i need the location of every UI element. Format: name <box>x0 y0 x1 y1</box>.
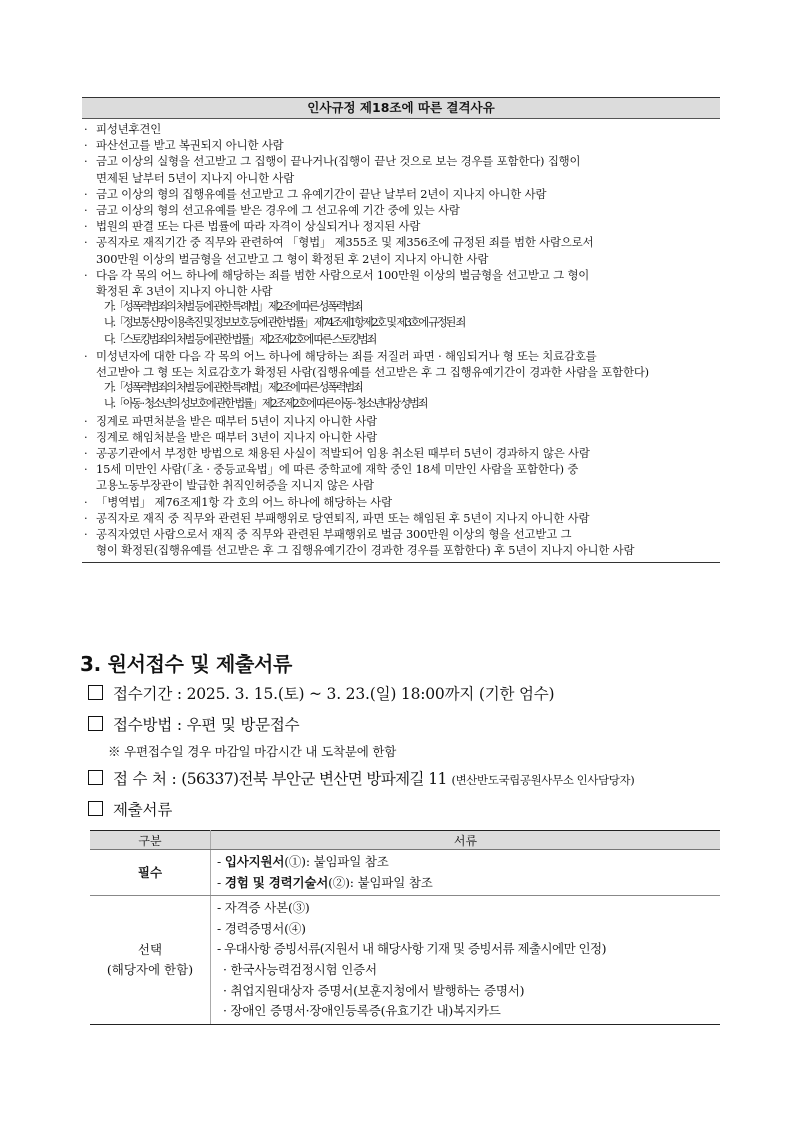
disqualification-item <box>82 461 720 493</box>
item-line: 선고받아 그 형 또는 치료감호가 확정된 사람(집행유예를 선고받은 후 그 집행유예기간이 경과한 사람을 포함한다) <box>96 365 649 380</box>
disqualification-item <box>82 494 720 510</box>
item-line: 금고 이상의 형의 집행유예를 선고받고 그 유예기간이 끝난 날부터 2년이 지나지 아니한 사람 <box>96 186 547 201</box>
item-line: 확정된 후 3년이 지나지 아니한 사람 <box>96 284 273 299</box>
category-optional: 선택 (해당자에 한함) <box>90 896 211 1025</box>
section-title: 3. 원서접수 및 제출서류 <box>80 652 293 676</box>
address-value: (56337)전북 부안군 변산면 방파제길 11 <box>181 770 447 788</box>
bullet-icon: · <box>84 413 88 428</box>
item-line: 미성년자에 대한 다음 각 목의 어느 하나에 해당하는 죄를 저질러 파면 · 해임되거나 형 또는 치료감호를 <box>96 348 597 363</box>
item-line: 공직자였던 사람으로서 재직 중 직무와 관련된 부패행위로 벌금 300만원 이상의 형을 선고받고 그 <box>96 527 572 542</box>
bullet-icon: · <box>84 235 88 250</box>
disqualification-header: 인사규정 제18조에 따른 결격사유 <box>82 98 720 119</box>
optional-doc: - 자격증 사본(③) <box>217 900 310 916</box>
disqualification-item <box>82 348 720 380</box>
bullet-icon: · <box>84 510 88 525</box>
required-doc-application: - 입사지원서(①): 붙임파일 참조 <box>217 854 389 869</box>
disqualification-item <box>82 526 720 558</box>
bullet-icon: · <box>84 122 88 136</box>
optional-subdoc: · 장애인 증명서·장애인등록증(유효기간 내)복지카드 <box>223 1003 501 1019</box>
bullet-icon: · <box>84 462 88 477</box>
category-required: 필수 <box>90 850 211 896</box>
disqualification-box <box>82 97 720 563</box>
bullet-icon: · <box>84 348 88 363</box>
item-line: 파산선고를 받고 복권되지 아니한 사람 <box>96 138 284 153</box>
bullet-icon: · <box>84 154 88 169</box>
bullet-icon: · <box>84 219 88 234</box>
checkbox-icon <box>88 770 103 785</box>
disqualification-item <box>82 413 720 429</box>
disqualification-subitem: 나.「아동 · 청소년의 성보호에 관한 법률」 제2조제2호에 따른 아동 · 청소년대상 성범죄 <box>104 397 427 411</box>
disqualification-item <box>82 137 720 153</box>
item-line: 300만원 이상의 벌금형을 선고받고 그 형이 확정된 후 2년이 지나지 아니한 사람 <box>96 251 489 266</box>
method-value: 우편 및 방문접수 <box>186 716 300 734</box>
method-label: 접수방법 <box>113 716 173 734</box>
bullet-icon: · <box>84 494 88 509</box>
period-value: 2025. 3. 15.(토) ~ 3. 23.(일) 18:00까지 (기한 엄수) <box>186 685 555 703</box>
disqualification-item <box>82 445 720 461</box>
item-line: 공공기관에서 부정한 방법으로 채용된 사실이 적발되어 임용 취소된 때부터 5년이 경과하지 않은 사람 <box>96 446 590 461</box>
checkbox-icon <box>88 685 103 700</box>
documents-table <box>90 830 720 1025</box>
item-line: 면제된 날부터 5년이 지나지 아니한 사람 <box>96 170 295 185</box>
item-line: 징계로 해임처분을 받은 때부터 3년이 지나지 아니한 사람 <box>96 429 378 444</box>
item-line: 공직자로 재직기간 중 직무와 관련하여 「형법」 제355조 및 제356조에 규정된 죄를 범한 사람으로서 <box>96 235 594 250</box>
disqualification-subitem: 다.「스토킹범죄의 처벌 등에 관한 법률」 제2조제2호에 따른 스토킹범죄 <box>104 332 376 346</box>
table-row-optional <box>90 896 720 1025</box>
disqualification-item <box>82 218 720 234</box>
optional-subdoc: · 취업지원대상자 증명서(보훈지청에서 발행하는 증명서) <box>223 982 525 998</box>
item-line: 형이 확정된(집행유예를 선고받은 후 그 집행유예기간이 경과한 경우를 포함한다) 후 5년이 지나지 아니한 사람 <box>96 543 635 558</box>
method-note: ※ 우편접수일 경우 마감일 마감시간 내 도착분에 한함 <box>108 744 397 759</box>
documents-label: 제출서류 <box>113 801 173 819</box>
column-header-category: 구분 <box>90 831 211 850</box>
period-label: 접수기간 <box>113 685 173 703</box>
column-header-documents: 서류 <box>211 831 721 850</box>
bullet-icon: · <box>84 186 88 201</box>
disqualification-item <box>82 202 720 218</box>
item-line: 15세 미만인 사람(「초 · 중등교육법」에 따른 중학교에 재학 중인 18세 미만인 사람을 포함한다) 중 <box>96 462 579 477</box>
period-row: 접수기간 : 2025. 3. 15.(토) ~ 3. 23.(일) 18:00까지 (기한 엄수) <box>88 682 554 704</box>
disqualification-item <box>82 121 720 137</box>
item-line: 피성년후견인 <box>96 122 162 136</box>
disqualification-item <box>82 186 720 202</box>
documents-row <box>88 798 172 820</box>
bullet-icon: · <box>84 446 88 461</box>
required-doc-experience: - 경험 및 경력기술서(②): 붙임파일 참조 <box>217 874 433 890</box>
optional-doc: - 우대사항 증빙서류(지원서 내 해당사항 기재 및 증빙서류 제출시에만 인정) <box>217 941 606 957</box>
item-line: 공직자로 재직 중 직무와 관련된 부패행위로 당연퇴직, 파면 또는 해임된 후 5년이 지나지 아니한 사람 <box>96 510 590 525</box>
address-label: 접 수 처 <box>113 770 167 788</box>
item-line: 법원의 판결 또는 다른 법률에 따라 자격이 상실되거나 정지된 사람 <box>96 219 421 234</box>
item-line: 고용노동부장관이 발급한 취직인허증을 지니지 않은 사람 <box>96 478 374 493</box>
item-line: 징계로 파면처분을 받은 때부터 5년이 지나지 아니한 사람 <box>96 413 378 428</box>
bullet-icon: · <box>84 527 88 542</box>
disqualification-list <box>82 119 720 562</box>
address-note: (변산반도국립공원사무소 인사담당자) <box>451 773 635 787</box>
item-line: 금고 이상의 형의 선고유예를 받은 경우에 그 선고유예 기간 중에 있는 사람 <box>96 203 460 218</box>
disqualification-subitem: 나.「정보통신망 이용촉진 및 정보보호 등에 관한 법률」 제74조제1항제2호 및 제3호에 규정된 죄 <box>104 316 465 330</box>
method-row: 접수방법 : 우편 및 방문접수 <box>88 713 299 735</box>
disqualification-item <box>82 267 720 299</box>
disqualification-item <box>82 153 720 185</box>
optional-subdoc: · 한국사능력검정시험 인증서 <box>223 961 377 977</box>
disqualification-item <box>82 510 720 526</box>
table-row-required <box>90 850 720 896</box>
bullet-icon: · <box>84 138 88 153</box>
disqualification-item <box>82 429 720 445</box>
item-line: 다음 각 목의 어느 하나에 해당하는 죄를 범한 사람으로서 100만원 이상의 벌금형을 선고받고 그 형이 <box>96 267 590 282</box>
optional-doc: - 경력증명서(④) <box>217 920 306 936</box>
disqualification-subitem: 가.「성폭력범죄의 처벌 등에 관한 특례법」 제2조에 따른 성폭력범죄 <box>104 381 362 395</box>
bullet-icon: · <box>84 429 88 444</box>
address-row: 접 수 처 : (56337)전북 부안군 변산면 방파제길 11 (변산반도국립공원사무소 인사담당자) <box>88 767 634 789</box>
disqualification-item <box>82 234 720 266</box>
checkbox-icon <box>88 716 103 731</box>
item-line: 금고 이상의 실형을 선고받고 그 집행이 끝나거나(집행이 끝난 것으로 보는 경우를 포함한다) 집행이 <box>96 154 581 169</box>
checkbox-icon <box>88 801 103 816</box>
category-optional-note: (해당자에 한함) <box>106 961 194 977</box>
bullet-icon: · <box>84 267 88 282</box>
disqualification-subitem: 가.「성폭력범죄의 처벌 등에 관한 특례법」 제2조에 따른 성폭력범죄 <box>104 300 362 314</box>
bullet-icon: · <box>84 203 88 218</box>
item-line: 「병역법」 제76조제1항 각 호의 어느 하나에 해당하는 사람 <box>96 494 392 509</box>
